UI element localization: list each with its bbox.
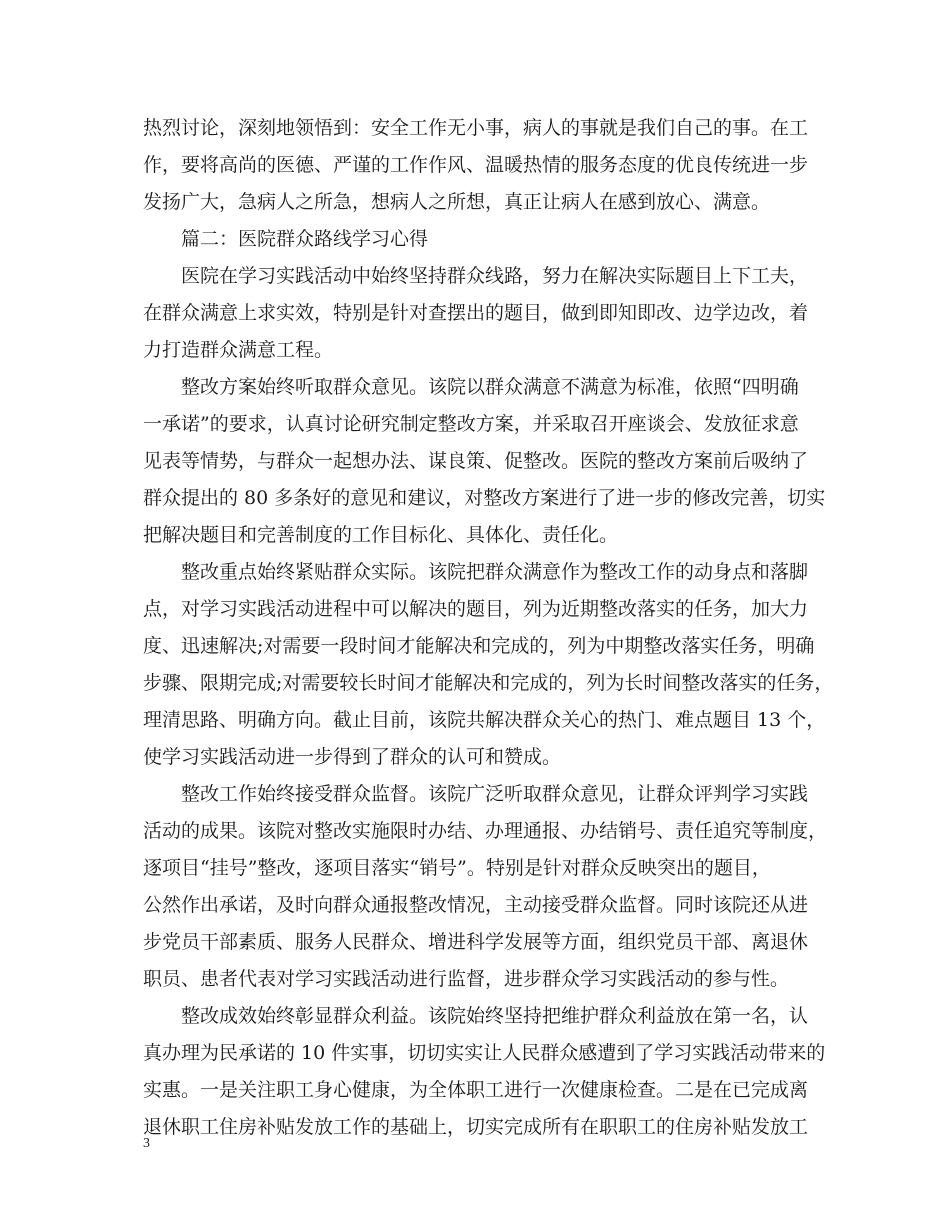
text-line: 理清思路、明确方向。截止目前，该院共解决群众关心的热门、难点题目 13 个，: [143, 709, 826, 731]
text-line: 医院在学习实践活动中始终坚持群众线路，努力在解决实际题目上下工夫，: [181, 265, 809, 287]
text-line: 逐项目“挂号”整改，逐项目落实“销号”。特别是针对群众反映突出的题目，: [143, 857, 771, 879]
text-line: 公然作出承诺，及时向群众通报整改情况，主动接受群众监督。同时该院还从进: [143, 894, 809, 916]
text-line: 职员、患者代表对学习实践活动进行监督，进步群众学习实践活动的参与性。: [143, 968, 790, 990]
text-line: 群众提出的 80 多条好的意见和建议，对整改方案进行了进一步的修改完善，切实: [143, 487, 826, 509]
text-line: 见表等情势，与群众一起想办法、谋良策、促整改。医院的整改方案前后吸纳了: [143, 450, 809, 472]
text-line: 力打造群众满意工程。: [143, 339, 334, 361]
text-line: 把解决题目和完善制度的工作目标化、具体化、责任化。: [143, 524, 619, 546]
text-line: 退休职工住房补贴发放工作的基础上，切实完成所有在职职工的住房补贴发放工: [143, 1116, 809, 1138]
text-line: 步党员干部素质、服务人民群众、增进科学发展等方面，组织党员干部、离退休: [143, 931, 809, 953]
text-line: 整改重点始终紧贴群众实际。该院把群众满意作为整改工作的动身点和落脚: [181, 561, 809, 583]
text-line: 热烈讨论，深刻地领悟到：安全工作无小事，病人的事就是我们自己的事。在工: [143, 117, 809, 139]
text-line: 整改工作始终接受群众监督。该院广泛听取群众意见，让群众评判学习实践: [181, 783, 809, 805]
text-line: 使学习实践活动进一步得到了群众的认可和赞成。: [143, 746, 562, 768]
text-line: 发扬广大，急病人之所急，想病人之所想，真正让病人在感到放心、满意。: [143, 191, 771, 213]
text-line: 步骤、限期完成;对需要较长时间才能解决和完成的，列为长时间整改落实的任务，: [143, 672, 834, 694]
text-line: 活动的成果。该院对整改实施限时办结、办理通报、办结销号、责任追究等制度，: [143, 820, 828, 842]
page-number: 3: [143, 1136, 150, 1151]
text-line: 点，对学习实践活动进程中可以解决的题目，列为近期整改落实的任务，加大力: [143, 598, 809, 620]
text-line: 实惠。一是关注职工身心健康，为全体职工进行一次健康检查。二是在已完成离: [143, 1079, 809, 1101]
text-line: 整改方案始终听取群众意见。该院以群众满意不满意为标准，依照“四明确: [181, 376, 799, 398]
text-line: 作，要将高尚的医德、严谨的工作作风、温暖热情的服务态度的优良传统进一步: [143, 154, 809, 176]
text-line: 度、迅速解决;对需要一段时间才能解决和完成的，列为中期整改落实任务，明确: [143, 635, 815, 657]
text-line: 一承诺”的要求，认真讨论研究制定整改方案，并采取召开座谈会、发放征求意: [143, 413, 799, 435]
document-body: [143, 110, 834, 1146]
text-line: 整改成效始终彰显群众利益。该院始终坚持把维护群众利益放在第一名，认: [181, 1005, 809, 1027]
text-line: 篇二：医院群众路线学习心得: [181, 228, 429, 250]
text-line: 在群众满意上求实效，特别是针对查摆出的题目，做到即知即改、边学边改，着: [143, 302, 809, 324]
text-line: 真办理为民承诺的 10 件实事，切切实实让人民群众感遭到了学习实践活动带来的: [143, 1042, 826, 1064]
